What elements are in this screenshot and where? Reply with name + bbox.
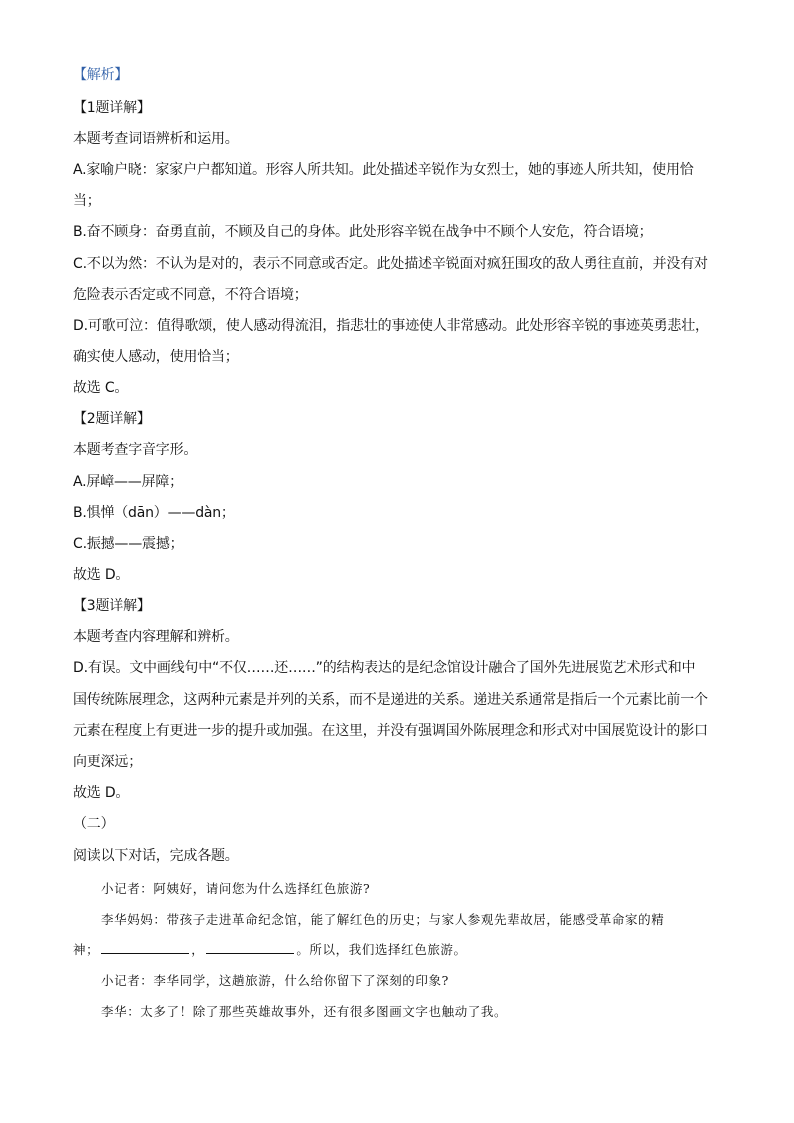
section-instruction: 阅读以下对话，完成各题。 (73, 848, 239, 864)
q1-option-a-line1: A.家喻户晓：家家户户都知道。形容人所共知。此处描述辛锐作为女烈士，她的事迹人所共知，使用恰 (73, 162, 694, 178)
q1-answer: 故选 C。 (73, 380, 129, 396)
dialog-line-reporter-2: 小记者：李华同学，这趟旅游，什么给你留下了深刻的印象? (101, 973, 449, 988)
q1-option-d-line1: D.可歌可泣：值得歌颂，使人感动得流泪，指悲壮的事迹使人非常感动。此处形容辛锐的事迹英勇悲壮， (73, 318, 709, 334)
q1-option-d-line2: 确实使人感动，使用恰当； (73, 349, 239, 365)
q2-option-c: C.振撼——震撼； (73, 536, 184, 552)
q3-option-d-line2: 国传统陈展理念，这两种元素是并列的关系，而不是递进的关系。递进关系通常是指后一个元素比前一个 (73, 692, 708, 708)
q1-option-b: B.奋不顾身：奋勇直前，不顾及自己的身体。此处形容辛锐在战争中不顾个人安危，符合语境； (73, 224, 653, 240)
q3-heading: 【3题详解】 (73, 598, 151, 614)
dialog-line-mother-1: 李华妈妈：带孩子走进革命纪念馆，能了解红色的历史；与家人参观先辈故居，能感受革命家的精 (101, 912, 665, 927)
q1-option-c-line1: C.不以为然：不认为是对的，表示不同意或否定。此处描述辛锐面对疯狂围攻的敌人勇往直前，并没有对 (73, 256, 708, 272)
q3-option-d-line4: 向更深远； (73, 754, 142, 770)
dialog-prefix: 神； (73, 942, 100, 957)
dialog-line-reporter-1: 小记者：阿姨好，请问您为什么选择红色旅游? (101, 881, 371, 896)
q2-option-b: B.惧惮（dān）——dàn； (73, 505, 235, 521)
q3-answer: 故选 D。 (73, 785, 130, 801)
q3-intro: 本题考查内容理解和辨析。 (73, 629, 239, 645)
section-heading: （二） (73, 816, 115, 832)
q2-intro: 本题考查字音字形。 (73, 442, 198, 458)
q2-answer: 故选 D。 (73, 567, 130, 583)
dialog-line-lihua: 李华：太多了！除了那些英雄故事外，还有很多图画文字也触动了我。 (101, 1004, 508, 1019)
q3-option-d-line1: D.有误。文中画线句中“不仅……还……”的结构表达的是纪念馆设计融合了国外先进展览艺术形式和中 (73, 660, 696, 676)
q2-heading: 【2题详解】 (73, 411, 151, 427)
dialog-suffix: 。所以，我们选择红色旅游。 (296, 942, 467, 957)
q1-heading: 【1题详解】 (73, 100, 151, 116)
q2-option-a: A.屏嶂——屏障； (73, 474, 183, 490)
dialog-line-mother-2 (73, 941, 733, 959)
analysis-label: 【解析】 (73, 67, 129, 83)
fill-blank-1[interactable] (101, 941, 189, 954)
dialog-separator: ， (191, 942, 205, 957)
q1-option-c-line2: 危险表示否定或不同意，不符合语境； (73, 287, 308, 303)
q1-option-a-line2: 当； (73, 193, 101, 209)
q3-option-d-line3: 元素在程度上有更进一步的提升或加强。在这里，并没有强调国外陈展理念和形式对中国展览设计的影口 (73, 723, 708, 739)
fill-blank-2[interactable] (206, 941, 294, 954)
q1-intro: 本题考查词语辨析和运用。 (73, 131, 239, 147)
